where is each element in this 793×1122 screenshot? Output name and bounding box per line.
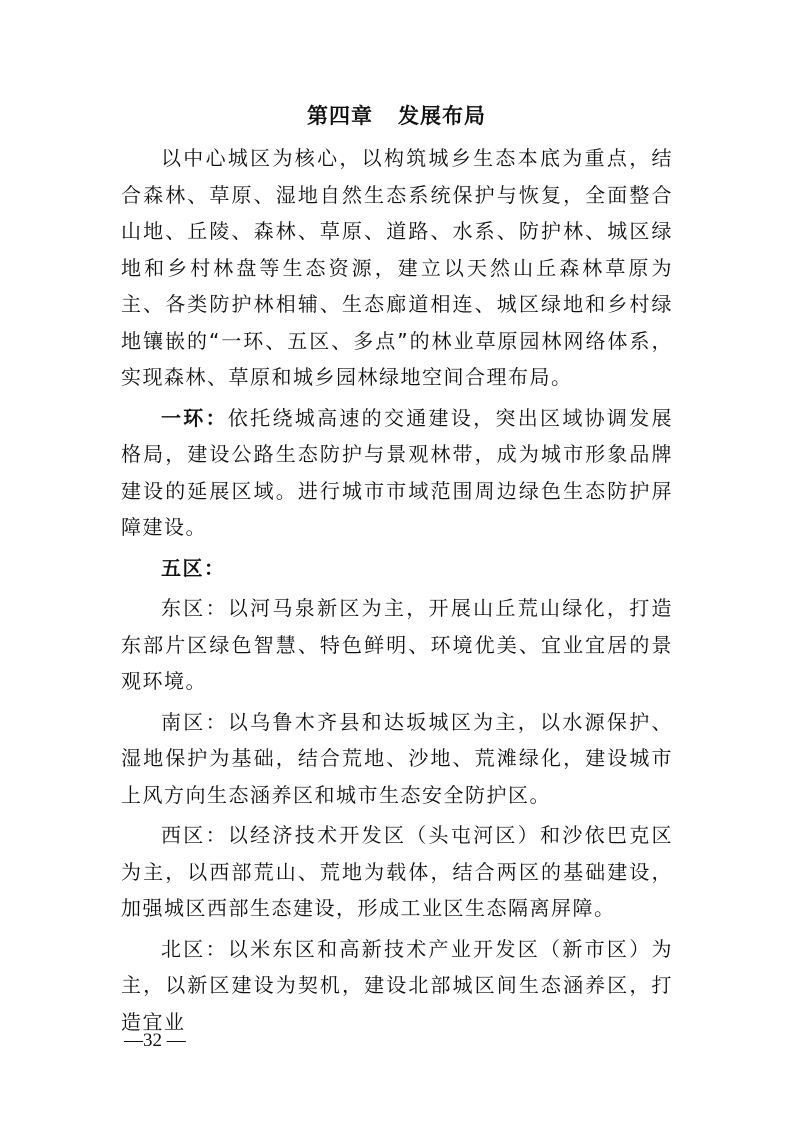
document-body <box>121 140 673 1044</box>
paragraph-five-zones <box>121 550 673 587</box>
paragraph-south-zone <box>121 704 673 814</box>
paragraph-text: 西区：以经济技术开发区（头屯河区）和沙依巴克区为主，以西部荒山、荒地为载体，结合两区的基础建设，加强城区西部生态建设，形成工业区生态隔离屏障。 <box>121 823 673 920</box>
paragraph-text: 依托绕城高速的交通建设，突出区域协调发展格局，建设公路生态防护与景观林带，成为城市形象品牌建设的延展区域。进行城市市域范围周边绿色生态防护屏障建设。 <box>121 405 674 539</box>
paragraph-east-zone <box>121 590 673 700</box>
paragraph-north-zone <box>121 931 673 1041</box>
page-number: —32 — <box>124 1030 186 1051</box>
paragraph-lead: 一环： <box>161 405 228 430</box>
paragraph-text: 以中心城区为核心，以构筑城乡生态本底为重点，结合森林、草原、湿地自然生态系统保护与恢复，全面整合山地、丘陵、森林、草原、道路、水系、防护林、城区绿地和乡村林盘等生态资源，建立以天然山丘森林草原为主、各类防护林相辅、生态廊道相连、城区绿地和乡村绿地镶嵌的“一环、五区、多点”的林业草原园林网络体系，实现森林、草原和城乡园林绿地空间合理布局。 <box>121 146 673 389</box>
paragraph-text: 东区：以河马泉新区为主，开展山丘荒山绿化，打造东部片区绿色智慧、特色鲜明、环境优美、宜业宜居的景观环境。 <box>121 596 673 693</box>
paragraph-west-zone <box>121 817 673 927</box>
paragraph-text: 南区：以乌鲁木齐县和达坂城区为主，以水源保护、湿地保护为基础，结合荒地、沙地、荒滩绿化，建设城市上风方向生态涵养区和城市生态安全防护区。 <box>121 709 673 807</box>
paragraph-text: 北区：以米东区和高新技术产业开发区（新市区）为主，以新区建设为契机，建设北部城区间生态涵养区，打造宜业 <box>121 936 673 1034</box>
paragraph-intro <box>121 140 673 396</box>
chapter-title: 第四章 发展布局 <box>307 103 486 128</box>
paragraph-lead: 五区： <box>161 555 226 580</box>
paragraph-one-ring <box>121 400 673 546</box>
